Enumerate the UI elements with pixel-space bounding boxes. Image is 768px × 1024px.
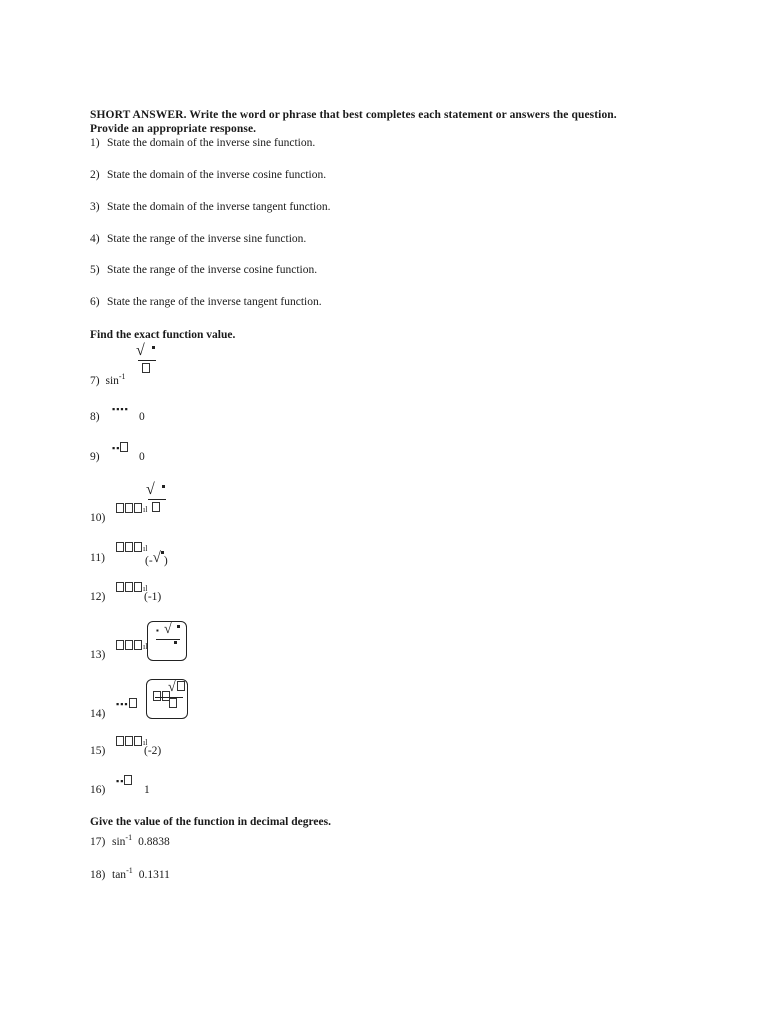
fraction-sqrt-over-box [136, 342, 158, 376]
decimal-item-18: 18) $\tan^{-1} 0.1311$ [90, 866, 170, 881]
sqrt-icon: √ [136, 342, 145, 359]
sqrt-icon: √ [168, 680, 176, 695]
exact-item-16-arg: 1 [144, 784, 150, 796]
placeholder-dot-icon [177, 625, 180, 628]
missing-glyph-icon: ▪▪▪▪ [112, 404, 129, 414]
exact-item-11-arg: (-√ ) [145, 550, 168, 567]
section-title-decimal: Give the value of the function in decimal degrees. [90, 816, 331, 828]
fraction-sqrt-over-box [146, 481, 168, 515]
question-3: 3) State the domain of the inverse tangent function. [90, 201, 331, 213]
question-1: 1) State the domain of the inverse sine function. [90, 137, 316, 149]
missing-glyph-icon: ıl [116, 640, 147, 652]
question-4: 4) State the range of the inverse sine function. [90, 233, 307, 245]
placeholder-dot-icon [161, 551, 164, 554]
placeholder-dot-icon [152, 346, 155, 349]
question-2: 2) State the domain of the inverse cosine function. [90, 169, 327, 181]
fraction-bar [148, 499, 166, 500]
exact-item-9: 9) [90, 451, 100, 463]
exact-item-12-arg: (-1) [144, 591, 162, 603]
exact-item-12: 12) [90, 591, 106, 603]
parenthesized-fraction [146, 679, 188, 719]
missing-glyph-icon [177, 681, 185, 691]
exact-item-14: 14) [90, 708, 106, 720]
missing-glyph-icon [142, 363, 150, 373]
exact-item-8-arg: 0 [139, 411, 145, 423]
exact-item-7: 7) $\sin^{-1}$ [90, 372, 126, 387]
exact-item-9-arg: 0 [139, 451, 145, 463]
question-5: 5) State the range of the inverse cosine function. [90, 264, 318, 276]
exact-item-8: 8) [90, 411, 100, 423]
placeholder-dot-icon [174, 641, 177, 644]
decimal-item-17: 17) $\sin^{-1} 0.8838$ [90, 833, 170, 848]
missing-glyph-icon: ▪▪ [116, 775, 133, 787]
sqrt-icon: √ [146, 481, 155, 498]
instructions-line-2: Provide an appropriate response. [90, 123, 257, 135]
exact-item-16: 16) [90, 784, 106, 796]
sqrt-icon: √ [152, 550, 161, 566]
fraction-bar [156, 639, 180, 640]
exact-item-10: 10) [90, 512, 106, 524]
fraction-bar [138, 360, 156, 361]
sqrt-icon: √ [164, 622, 172, 637]
section-title-exact: Find the exact function value. [90, 329, 236, 341]
missing-glyph-icon: ıl [116, 736, 147, 748]
exact-item-13: 13) [90, 649, 106, 661]
exact-item-15-arg: (-2) [144, 745, 162, 757]
missing-glyph-icon: ▪▪ [112, 442, 129, 454]
instructions-line-1: SHORT ANSWER. Write the word or phrase that best completes each statement or answers the question. [90, 109, 617, 121]
question-6: 6) State the range of the inverse tangent function. [90, 296, 322, 308]
missing-glyph-icon: ▪ [156, 626, 159, 635]
placeholder-dot-icon [162, 485, 165, 488]
parenthesized-fraction [147, 621, 187, 661]
missing-glyph-icon: ıl [116, 582, 147, 594]
exact-item-15: 15) [90, 745, 106, 757]
missing-glyph-icon: ıl [116, 542, 147, 554]
missing-glyph-icon: ıl [116, 503, 147, 515]
exact-item-11: 11) [90, 552, 105, 564]
missing-glyph-icon: ▪▪▪ [116, 698, 138, 710]
missing-glyph-icon [169, 698, 177, 708]
missing-glyph-icon [152, 502, 160, 512]
